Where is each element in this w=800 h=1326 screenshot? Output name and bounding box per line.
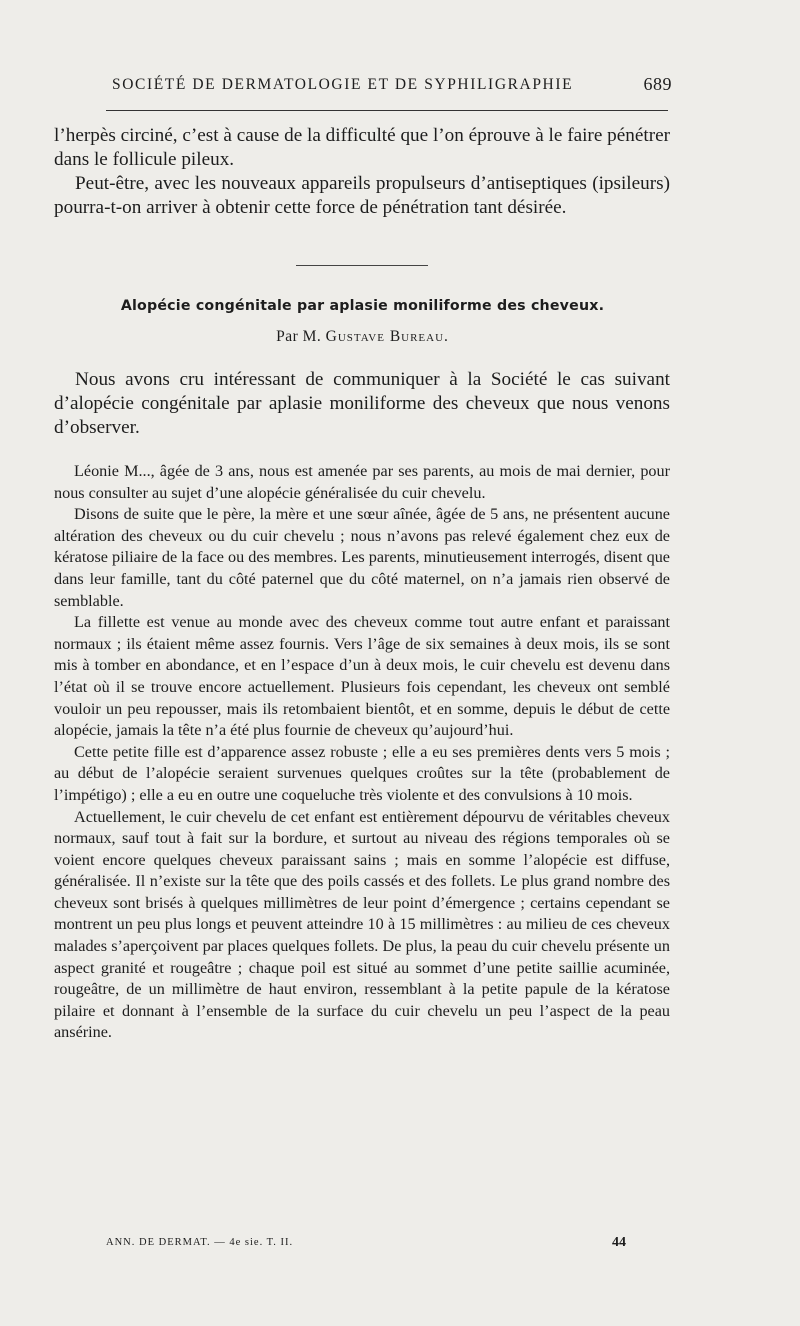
running-title: SOCIÉTÉ DE DERMATOLOGIE ET DE SYPHILIGRAPHIE [112,76,574,93]
body-paragraph: Cette petite fille est d’apparence assez robuste ; elle a eu ses premières dents vers 5 mois ; au début de l’alopécie seraient survenues quelques croûtes sur la tête (probablement de l’impétigo) ; elle a eu en outre une coqueluche très violente et des convulsions à 10 mois. [54,742,670,804]
article-lead: Nous avons cru intéressant de communiquer à la Société le cas suivant d’alopécie congénitale par aplasie moniliforme des cheveux que nous venons d’observer. [54,369,670,438]
article-body [54,461,670,1044]
body-paragraph: Actuellement, le cuir chevelu de cet enfant est entièrement dépourvu de véritables cheveux normaux, sauf tout à fait sur la bordure, et surtout au niveau des régions temporales où se voient encore quelques cheveux paraissant sains ; mais en somme l’alopécie est diffuse, généralisée. Il n’existe sur la tête que des poils cassés et des follets. Le plus grand nombre des cheveux sont brisés à quelques millimètres de leur point d’émergence ; certains cependant se montrent un peu plus longs et peuvent atteindre 10 à 15 millimètres : au milieu de ces cheveux malades s’aperçoivent par places quelques follets. De plus, la peau du cuir chevelu présente un aspect granité et rougeâtre ; chaque poil est situé au sommet d’une petite saillie acuminée, rougeâtre, de un millimètre de haut environ, ressemblant à la petite papule de la kératose pilaire et donnant à l’ensemble de la surface du cuir chevelu un peu l’aspect de la peau ansérine. [54,807,670,1042]
body-paragraph: Disons de suite que le père, la mère et une sœur aînée, âgée de 5 ans, ne présentent aucune altération des cheveux ou du cuir chevelu ; nous n’avons pas relevé également chez eux de kératose piliaire de la face ou des membres. Les parents, minutieusement interrogés, disent que dans leur famille, tant du côté paternel que du côté maternel, on n’a jamais rien observé de semblable. [54,505,670,610]
header-rule [106,110,668,111]
continuation-paragraph-1: l’herpès circiné, c’est à cause de la difficulté que l’on éprouve à le faire pénétrer dans le follicule pileux. [54,125,670,170]
continuation-paragraph-2: Peut-être, avec les nouveaux appareils propulseurs d’antiseptiques (ipsileurs) pourra-t-on arriver à obtenir cette force de pénétration tant désirée. [54,173,670,218]
byline-author: Gustave Bureau. [325,328,449,345]
article-byline [90,328,635,346]
signature-mark: 44 [612,1235,626,1250]
body-paragraph: La fillette est venue au monde avec des cheveux comme tout autre enfant et paraissant normaux ; ils étaient même assez fournis. Vers l’âge de six semaines à deux mois, ils se sont mis à tomber en abondance, et en l’espace d’un à deux mois, le cuir chevelu est devenu dans l’état où il se trouve encore actuellement. Plusieurs fois cependant, les cheveux ont semblé vouloir un peu repousser, mais ils retombaient bientôt, et en somme, depuis le début de cette alopécie, jamais la tête n’a été plus fournie de cheveux qu’aujourd’hui. [54,613,670,740]
previous-article-end [54,124,670,220]
article-title: Alopécie congénitale par aplasie moniliforme des cheveux. [120,298,605,314]
page-number: 689 [643,74,672,94]
page-footer [106,1237,626,1257]
body-paragraph: Léonie M..., âgée de 3 ans, nous est amenée par ses parents, au mois de mai dernier, pour nous consulter au sujet d’une alopécie généralisée du cuir chevelu. [54,462,670,502]
section-separator [296,265,428,266]
journal-reference: ANN. DE DERMAT. — 4e sie. T. II. [106,1237,294,1248]
running-header [112,76,672,100]
byline-prefix: Par M. [276,328,322,345]
